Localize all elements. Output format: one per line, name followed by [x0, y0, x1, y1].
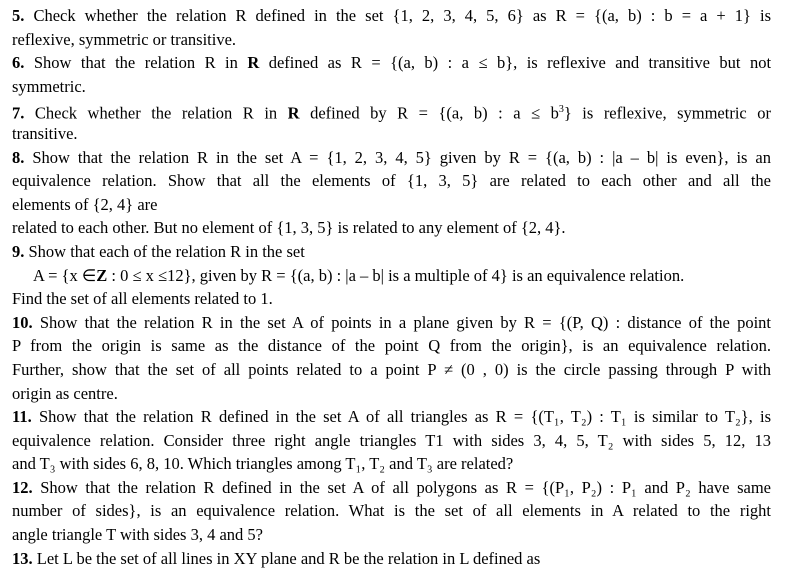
question-number: 11. [12, 407, 32, 427]
cube-exponent: 3 [558, 104, 564, 116]
question-text: symmetric. [12, 76, 86, 96]
question-text: angle triangle T with sides 3, 4 and 5? [12, 525, 263, 545]
real-numbers-symbol: R [247, 53, 260, 73]
real-numbers-symbol: R [287, 103, 300, 123]
question-text: Find the set of all elements related to 1. [12, 289, 273, 309]
question-text: Check whether the relation R defined in the set {1, 2, 3, 4, 5, 6} as R = {(a, b) : b = a + 1} is [33, 6, 772, 25]
question-5 [12, 4, 771, 51]
question-9: 9. Show that each of the relation R in the set A = {x ∈Z : 0 ≤ x ≤12}, given by R = {(a, b) : |a – b| is a multiple of 4} is an equivalence relation. Find the set of all elements related to 1. [12, 240, 771, 311]
question-12: 12. Show that the relation R defined in the set A of all polygons as R = {(P₁, P₂) : P₁ and P₂ have same number of sides}, is an equivalence relation. What is the set of all elements in A related to the right angle triangle T with sides 3, 4 and 5? [12, 476, 771, 547]
question-number: 9. [12, 241, 25, 261]
question-text: equivalence relation. Show that all the elements of {1, 3, 5} are related to each other and all the [12, 171, 771, 191]
question-text: equivalence relation. Consider three right angle triangles T1 with sides 3, 4, 5, T₂ with sides 5, 12, 13 [12, 430, 771, 450]
question-number: 6. [12, 53, 25, 73]
question-text: Further, show that the set of all points related to a point P ≠ (0 , 0) is the circle passing through P with [12, 359, 771, 379]
question-text: origin as centre. [12, 383, 118, 403]
question-number: 12. [12, 477, 33, 497]
question-text: transitive. [12, 123, 78, 143]
question-text: and T₃ with sides 6, 8, 10. Which triangles among T₁, T₂ and T₃ are related? [12, 454, 514, 474]
question-13: 13. Let L be the set of all lines in XY plane and R be the relation in L defined as [12, 548, 541, 568]
question-8: 8. Show that the relation R in the set A = {1, 2, 3, 4, 5} given by R = {(a, b) : |a – b| is even}, is an equivalence relation. Show that all the elements of {1, 3, 5} are related to each other and all the elements of {2, 4} are related to each other. But no element of {1, 3, 5} is related to any element of {2, 4}. [12, 146, 771, 240]
question-text: related to each other. But no element of {1, 3, 5} is related to any element of {2, 4}. [12, 218, 566, 238]
question-text: number of sides}, is an equivalence relation. What is the set of all elements in A related to the right [12, 501, 771, 521]
question-7: 7. Check whether the relation R in R defined by R = {(a, b) : $a \le b^3$} is reflexive, symmetric or transitive. [12, 98, 771, 145]
question-text: P from the origin is same as the distance of the point Q from the origin}, is an equivalence relation. [12, 336, 771, 356]
question-number: 5. [12, 6, 25, 25]
question-6: 6. Show that the relation R in R defined as R = {(a, b) : a ≤ b}, is reflexive and transitive but not symmetric. [12, 51, 771, 98]
question-text: reflexive, symmetric or transitive. [12, 29, 237, 49]
question-text: elements of {2, 4} are [12, 194, 158, 214]
question-number: 8. [12, 147, 25, 167]
question-number: 13. [12, 548, 33, 568]
question-number: 7. [12, 103, 25, 123]
question-10: 10. Show that the relation R in the set A of points in a plane given by R = {(P, Q) : distance of the point P from the origin is same as the distance of the point Q from the origin}, is an equivalence relation. Further, show that the set of all points related to a point P ≠ (0 , 0) is the circle passing through P with origin as centre. [12, 311, 771, 405]
question-11: 11. Show that the relation R defined in the set A of all triangles as R = {(T₁, T₂) : T₁ is similar to T₂}, is equivalence relation. Consider three right angle triangles T1 with sides 3, 4, 5, T₂ with sides 5, 12, 13 and T₃ with sides 6, 8, 10. Which triangles among T₁, T₂ and T₃ are related? [12, 405, 771, 476]
integers-symbol: Z [96, 265, 108, 285]
question-number: 10. [12, 312, 33, 332]
